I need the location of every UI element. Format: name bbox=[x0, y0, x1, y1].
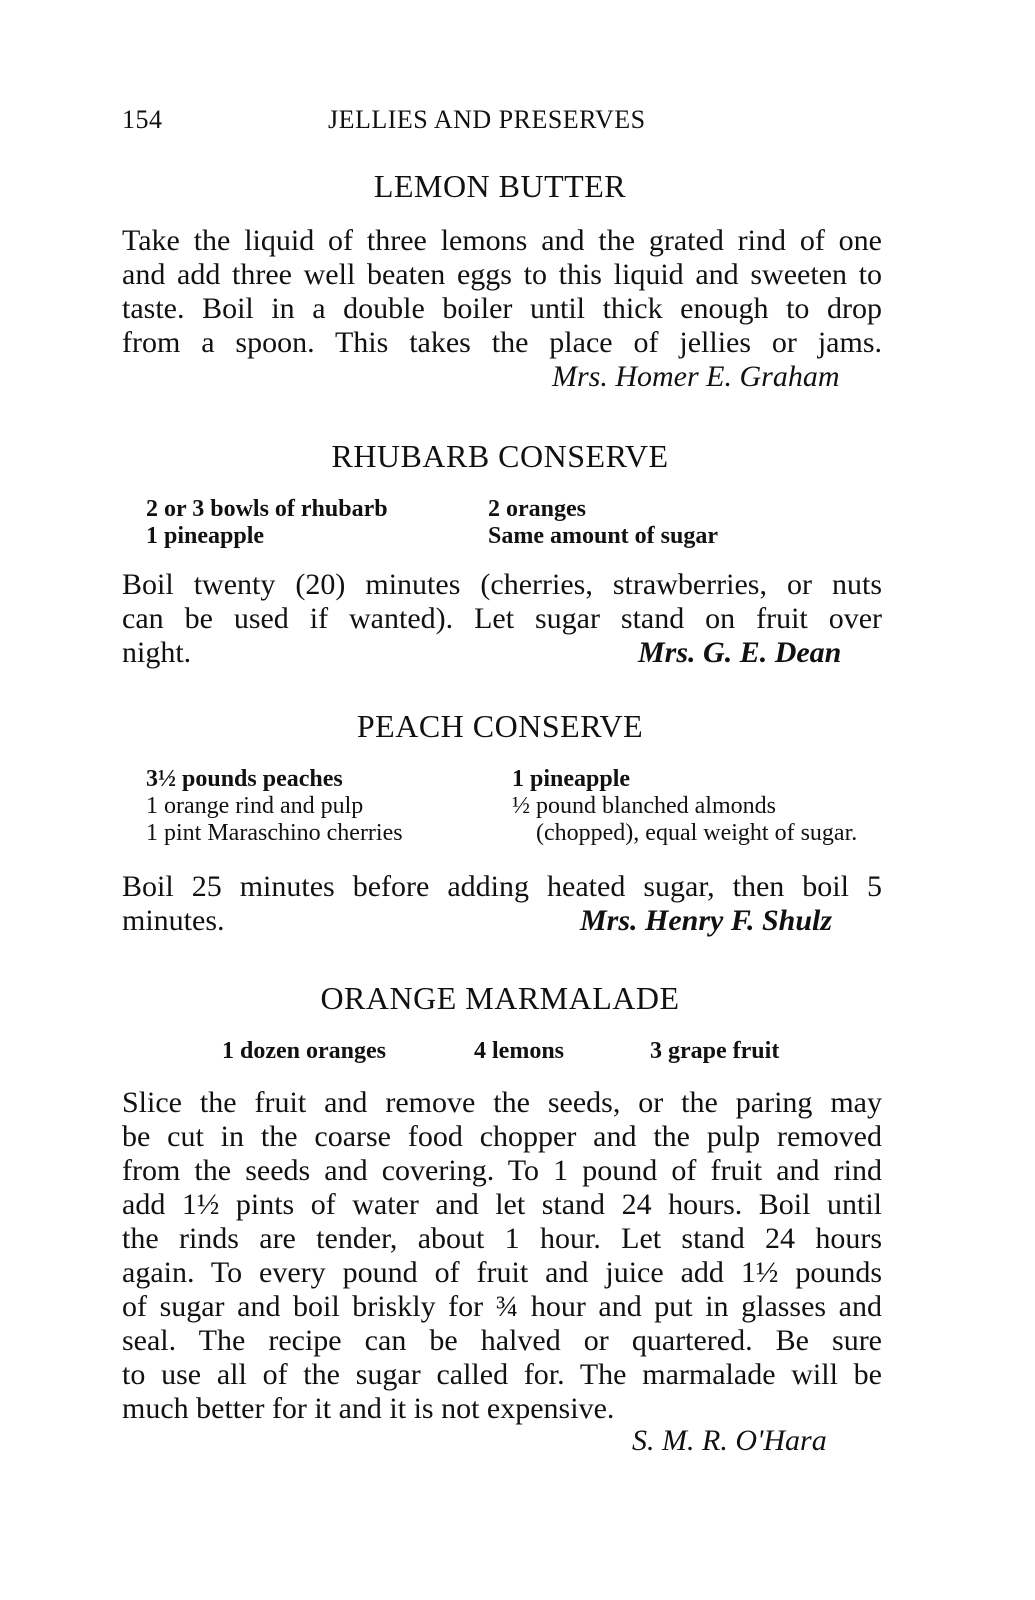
text-line: Slice the fruit and remove the seeds, or the paring may bbox=[122, 1086, 882, 1119]
ingredient-item: 1 dozen oranges bbox=[222, 1038, 386, 1064]
ingredient-item: 1 pint Maraschino cherries bbox=[146, 820, 403, 846]
ingredients-right-rhubarb bbox=[488, 496, 718, 550]
ingredient-item: 1 pineapple bbox=[146, 523, 265, 549]
text-line: again. To every pound of fruit and juice add 1½ pounds bbox=[122, 1256, 882, 1289]
text-line: add 1½ pints of water and let stand 24 hours. Boil until bbox=[122, 1188, 882, 1221]
ingredient-item: 4 lemons bbox=[474, 1038, 564, 1064]
ingredient-item: 1 pineapple bbox=[512, 766, 631, 792]
text-line: seal. The recipe can be halved or quartered. Be sure bbox=[122, 1324, 882, 1357]
text-line: be cut in the coarse food chopper and the pulp removed bbox=[122, 1120, 882, 1153]
page-header bbox=[122, 105, 882, 145]
ingredient-item: 2 oranges bbox=[488, 496, 586, 522]
ingredient-item: ½ pound blanched almonds bbox=[512, 793, 776, 819]
recipe-title-orange-marmalade: ORANGE MARMALADE bbox=[320, 980, 680, 1016]
recipe-body-orange-marmalade bbox=[122, 1086, 882, 1426]
ingredients-left-rhubarb bbox=[146, 496, 388, 550]
text-line: the rinds are tender, about 1 hour. Let stand 24 hours bbox=[122, 1222, 882, 1255]
recipe-body-lemon-butter bbox=[122, 224, 882, 360]
text-line: to use all of the sugar called for. The marmalade will be bbox=[122, 1358, 882, 1391]
ingredient-item: 3 grape fruit bbox=[650, 1038, 780, 1064]
recipe-title-peach-conserve: PEACH CONSERVE bbox=[356, 708, 644, 744]
signature-peach-conserve: Mrs. Henry F. Shulz bbox=[580, 904, 833, 937]
recipe-title-rhubarb-conserve: RHUBARB CONSERVE bbox=[331, 438, 669, 474]
text-line: and add three well beaten eggs to this liquid and sweeten to bbox=[122, 258, 882, 291]
text-line: much better for it and it is not expensive. bbox=[122, 1392, 615, 1425]
ingredient-item: (chopped), equal weight of sugar. bbox=[536, 820, 858, 846]
text-line: can be used if wanted). Let sugar stand on fruit over bbox=[122, 602, 882, 635]
ingredient-item: 3½ pounds peaches bbox=[146, 766, 343, 792]
ingredients-left-peach bbox=[146, 766, 403, 847]
signature-rhubarb-conserve: Mrs. G. E. Dean bbox=[638, 636, 842, 669]
text-line: Boil twenty (20) minutes (cherries, strawberries, or nuts bbox=[122, 568, 882, 601]
text-line: Boil 25 minutes before adding heated sugar, then boil 5 bbox=[122, 870, 882, 903]
text-line: from a spoon. This takes the place of jellies or jams. bbox=[122, 326, 882, 359]
running-head: JELLIES AND PRESERVES bbox=[328, 105, 646, 134]
recipe-title-lemon-butter: LEMON BUTTER bbox=[373, 168, 627, 204]
ingredients-right-peach bbox=[512, 766, 857, 847]
text-line: Take the liquid of three lemons and the grated rind of one bbox=[122, 224, 882, 257]
page-number: 154 bbox=[122, 105, 163, 134]
text-line: night. bbox=[122, 636, 192, 669]
signature-orange-marmalade: S. M. R. O'Hara bbox=[632, 1424, 827, 1457]
text-line: of sugar and boil briskly for ¾ hour and put in glasses and bbox=[122, 1290, 882, 1323]
ingredient-item: 2 or 3 bowls of rhubarb bbox=[146, 496, 388, 522]
ingredient-item: 1 orange rind and pulp bbox=[146, 793, 364, 819]
text-line: from the seeds and covering. To 1 pound of fruit and rind bbox=[122, 1154, 882, 1187]
signature-lemon-butter: Mrs. Homer E. Graham bbox=[552, 360, 840, 393]
text-line: minutes. bbox=[122, 904, 225, 937]
text-line: taste. Boil in a double boiler until thick enough to drop bbox=[122, 292, 882, 325]
ingredient-item: Same amount of sugar bbox=[488, 523, 719, 549]
